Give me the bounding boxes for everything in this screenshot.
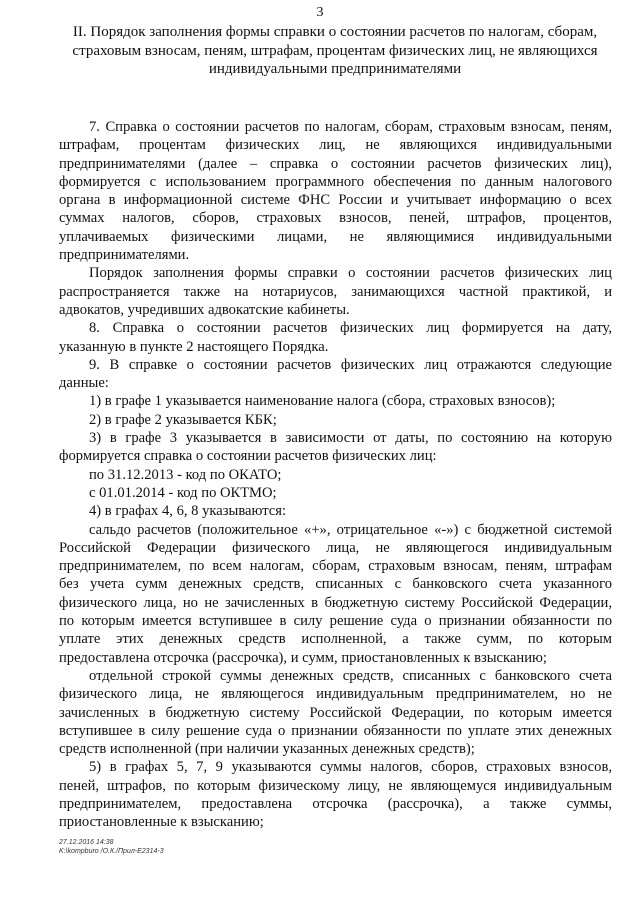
text-line: без учета сумм денежных средств, списанных с банковского счета указанного (59, 576, 612, 593)
text-line: приостановленные к взысканию; (59, 814, 264, 831)
text-line: 9. В справке о состоянии расчетов физических лиц отражаются следующие (89, 356, 612, 373)
text-line: зачисленных в бюджетную систему Российской Федерации, по которым имеется (59, 704, 612, 721)
text-line: Порядок заполнения формы справки о состоянии расчетов физических лиц (89, 265, 612, 282)
text-line: предоставлена отсрочка (рассрочка), и сумм, приостановленных к взысканию; (59, 649, 547, 666)
section-title (55, 23, 615, 79)
text-line: формируется с использованием программного обеспечения по данным налогового (59, 173, 612, 190)
text-line: 3) в графе 3 указывается в зависимости от даты, по состоянию на которую (89, 430, 612, 447)
text-line: данные: (59, 375, 109, 392)
text-line: предпринимателями (далее – справка о состоянии расчетов физических лиц), (59, 155, 612, 172)
footer-file-path: K:\kompburo /О.К./Прил-Е2314-3 (59, 848, 164, 855)
text-line: распространяется также на нотариусов, занимающихся частной практикой, и (59, 283, 612, 300)
text-line: отдельной строкой суммы денежных средств, списанных с банковского счета (89, 667, 612, 684)
text-line: 8. Справка о состоянии расчетов физических лиц формируется на дату, (89, 320, 612, 337)
section-title-line: страховым взносам, пеням, штрафам, процентам физических лиц, не являющихся (72, 42, 598, 59)
text-line: предпринимателем, предоставлена отсрочка (рассрочка), а также суммы, (59, 795, 612, 812)
text-line: формируется справка о состоянии расчетов физических лиц: (59, 448, 437, 465)
text-line: вступившее в силу решение суда о признании обязанности по уплате этих денежных (59, 722, 612, 739)
text-line: адвокатов, учредивших адвокатские кабинеты. (59, 301, 350, 318)
text-line: с 01.01.2014 - код по ОКТМО; (89, 484, 277, 501)
text-line: указанную в пункте 2 настоящего Порядка. (59, 338, 329, 355)
text-line: органа в информационной системе ФНС России и учитывает информацию о всех (59, 192, 612, 209)
text-line: физического лица, но не зачисленных в бюджетную систему Российской Федерации, (59, 594, 612, 611)
body-text (59, 118, 612, 832)
section-title-line: II. Порядок заполнения формы справки о состоянии расчетов по налогам, сборам, (72, 24, 598, 40)
footer-timestamp: 27.12.2016 14:38 (59, 839, 114, 846)
text-line: физического лица, не являющегося индивидуальным предпринимателем, но не (59, 686, 612, 703)
page-number: 3 (316, 5, 324, 20)
text-line: суммах налогов, сборов, страховых взносов, пеней, штрафов, процентов, (59, 210, 612, 227)
text-line: 5) в графах 5, 7, 9 указываются суммы налогов, сборов, страховых взносов, (89, 759, 612, 776)
text-line: уплачиваемых физическими лицами, не являющимися индивидуальными (59, 228, 612, 245)
text-line: Российской Федерации физического лица, не являющегося индивидуальным (59, 539, 612, 556)
text-line: средств исполненной (при наличии указанных денежных средств); (59, 741, 475, 758)
text-line: 7. Справка о состоянии расчетов по налогам, сборам, страховым взносам, пеням, (89, 119, 612, 135)
text-line: уплате этих денежных средств исполненной, а также сумм, по которым (59, 631, 612, 648)
text-line: 1) в графе 1 указывается наименование налога (сбора, страховых взносов); (89, 393, 556, 410)
text-line: пеней, штрафов, по которым физическому лицу, не являющемуся индивидуальным (59, 777, 612, 794)
document-footer (59, 838, 164, 856)
text-line: штрафам, процентам физических лиц, не являющихся индивидуальными (59, 137, 612, 154)
text-line: сальдо расчетов (положительное «+», отрицательное «-») с бюджетной системой (89, 521, 612, 538)
section-title-line: индивидуальными предпринимателями (208, 61, 462, 77)
text-line: предпринимателем, по всем налогам, сборам, страховым взносам, пеням, штрафам (59, 558, 612, 575)
text-line: по 31.12.2013 - код по ОКАТО; (89, 466, 282, 483)
text-line: 2) в графе 2 указывается КБК; (89, 411, 277, 428)
text-line: предпринимателями. (59, 247, 190, 264)
text-line: по которым имеется вступившее в силу решение суда о признании обязанности по (59, 613, 612, 630)
text-line: 4) в графах 4, 6, 8 указываются: (89, 503, 287, 520)
